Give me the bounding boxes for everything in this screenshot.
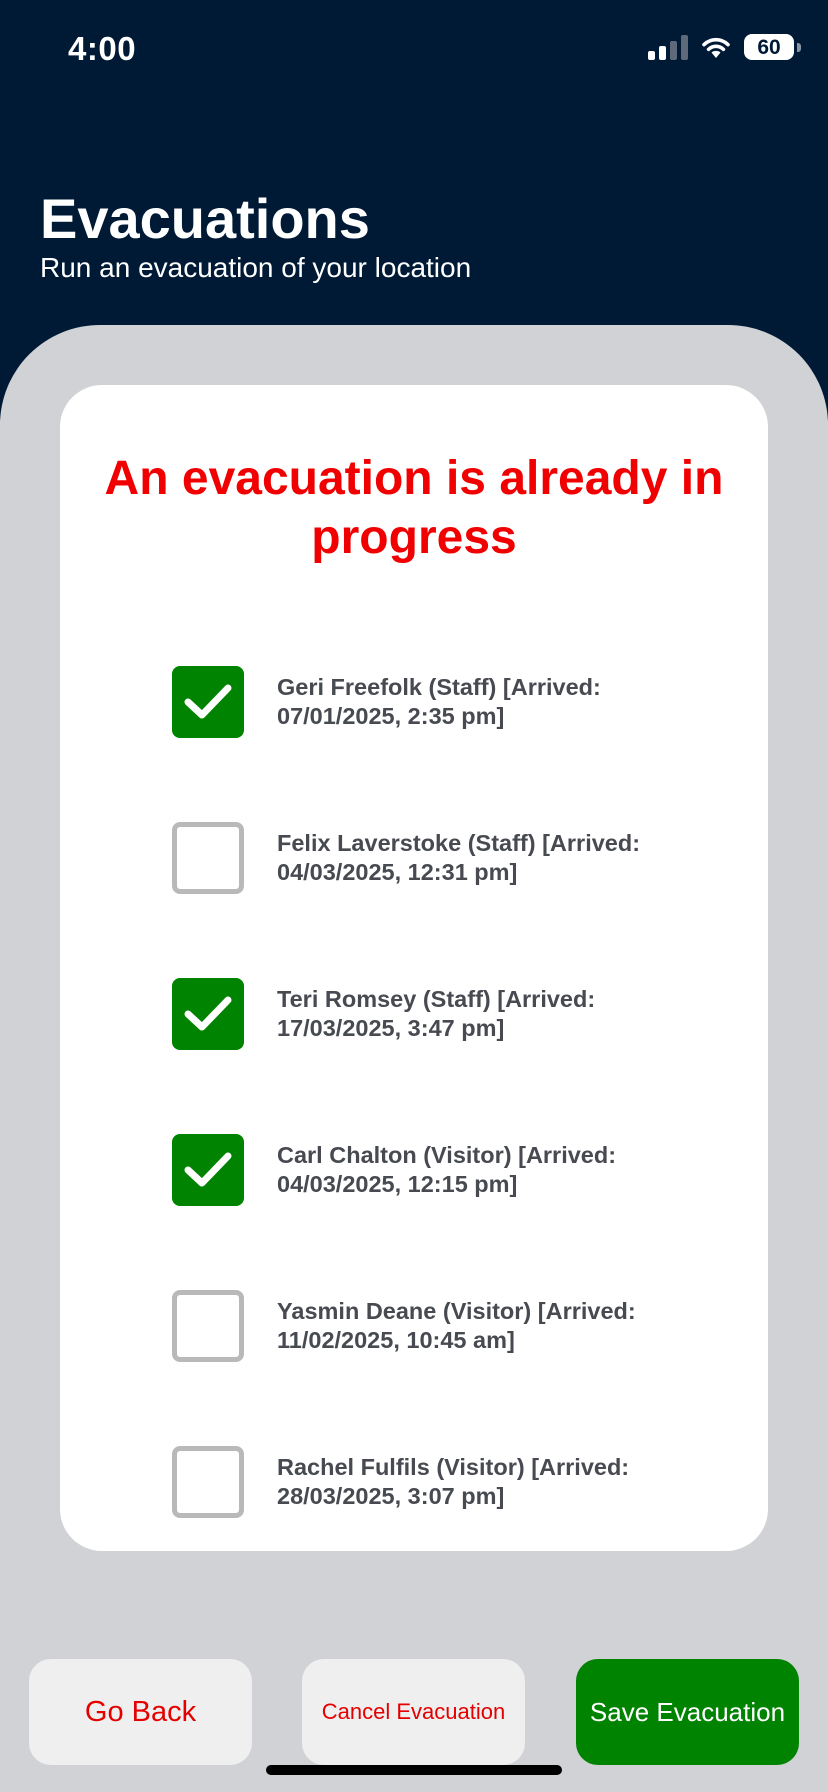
attendee-row[interactable]: [172, 1134, 732, 1206]
page-subtitle: Run an evacuation of your location: [40, 252, 472, 283]
evacuation-card: [60, 385, 768, 1551]
battery-level: 60: [757, 35, 781, 59]
checkmark-icon: [182, 1150, 234, 1190]
go-back-button[interactable]: Go Back: [29, 1659, 252, 1765]
attendee-checkbox[interactable]: [172, 666, 244, 738]
attendee-label: Rachel Fulfils (Visitor) [Arrived: 28/03/2025, 3:07 pm]: [277, 1454, 630, 1509]
attendee-checkbox[interactable]: [172, 1446, 244, 1518]
status-icons: [648, 34, 794, 60]
attendee-row[interactable]: [172, 666, 732, 738]
attendee-checkbox[interactable]: [172, 1290, 244, 1362]
checkmark-icon: [182, 994, 234, 1034]
status-time: 4:00: [68, 30, 137, 67]
attendee-row[interactable]: [172, 822, 732, 894]
checkmark-icon: [182, 682, 234, 722]
home-indicator: [266, 1765, 562, 1775]
page-title: Evacuations: [40, 187, 370, 250]
attendee-label: Felix Laverstoke (Staff) [Arrived: 04/03/2025, 12:31 pm]: [277, 830, 641, 885]
attendee-checkbox[interactable]: [172, 822, 244, 894]
cellular-signal-icon: [648, 34, 688, 60]
attendee-row[interactable]: [172, 1290, 732, 1362]
attendee-label: Teri Romsey (Staff) [Arrived: 17/03/2025, 3:47 pm]: [277, 986, 596, 1041]
attendee-checkbox[interactable]: [172, 978, 244, 1050]
attendee-label: Geri Freefolk (Staff) [Arrived: 07/01/2025, 2:35 pm]: [277, 674, 601, 729]
attendee-label: Yasmin Deane (Visitor) [Arrived: 11/02/2025, 10:45 am]: [277, 1298, 636, 1353]
evacuation-in-progress-alert: An evacuation is already in progress: [104, 452, 724, 564]
wifi-icon: [700, 35, 732, 59]
attendee-checkbox[interactable]: [172, 1134, 244, 1206]
battery-icon: [744, 34, 794, 60]
attendee-row[interactable]: [172, 1446, 732, 1518]
save-evacuation-button[interactable]: Save Evacuation: [576, 1659, 799, 1765]
attendee-row[interactable]: [172, 978, 732, 1050]
attendee-label: Carl Chalton (Visitor) [Arrived: 04/03/2025, 12:15 pm]: [277, 1142, 617, 1197]
cancel-evacuation-button[interactable]: Cancel Evacuation: [302, 1659, 525, 1765]
